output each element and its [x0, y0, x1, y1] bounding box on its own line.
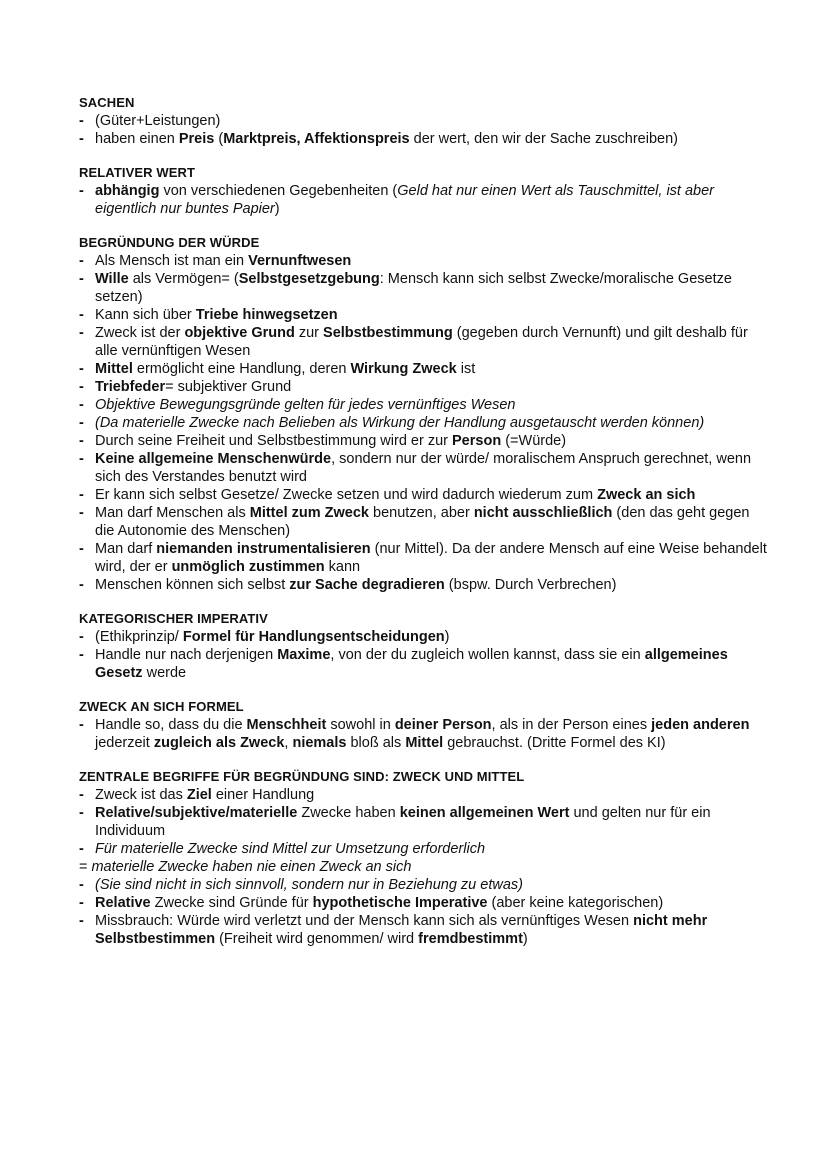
text-run: kann — [324, 559, 361, 575]
text-run: ist — [456, 361, 476, 377]
text-run: benutzen, aber — [369, 505, 474, 521]
text-run: werde — [142, 665, 187, 681]
text-run: Menschen können sich selbst — [95, 577, 290, 593]
bold-text: Zweck an sich — [597, 487, 696, 503]
bullet-dash: - — [79, 379, 84, 395]
list-item-text — [95, 876, 768, 894]
list-item — [79, 270, 768, 306]
list-item — [79, 540, 768, 576]
bold-text: hypothetische Imperative — [312, 895, 488, 911]
bullet-dash: - — [79, 895, 84, 911]
bold-text: Preis — [178, 131, 215, 147]
list-item-text — [95, 576, 768, 594]
text-run: (den das geht gegen die Autonomie des Menschen) — [95, 505, 750, 539]
list-item-text — [95, 646, 768, 682]
section-heading: ZENTRALE BEGRIFFE FÜR BEGRÜNDUNG SIND: ZWECK UND MITTEL — [79, 769, 525, 784]
list-item — [79, 130, 768, 148]
text-run: ( — [214, 131, 224, 147]
section — [79, 699, 768, 752]
text-run: von verschiedenen Gegebenheiten ( — [159, 183, 398, 199]
list-item — [79, 112, 768, 130]
text-run: Zwecke haben — [297, 805, 400, 821]
section — [79, 95, 768, 148]
bullet-dash: - — [79, 841, 84, 857]
bold-text: allgemeines Gesetz — [95, 647, 728, 681]
text-run: Durch seine Freiheit und Selbstbestimmung wird er zur — [95, 433, 453, 449]
bullet-dash: - — [79, 397, 84, 413]
bold-text: Formel für Handlungsentscheidungen — [182, 629, 445, 645]
bold-text: Ziel — [186, 787, 212, 803]
list-item — [79, 378, 768, 396]
italic-text: Objektive Bewegungsgründe gelten für jedes vernünftiges Wesen — [95, 397, 516, 413]
bullet-dash: - — [79, 541, 84, 557]
text-run: der wert, den wir der Sache zuschreiben) — [409, 131, 678, 147]
text-run: und gelten nur für ein Individuum — [95, 805, 711, 839]
text-run: Kann sich über — [95, 307, 196, 323]
text-run: gebrauchst. (Dritte Formel des KI) — [443, 735, 666, 751]
italic-text: Für materielle Zwecke sind Mittel zur Umsetzung erforderlich — [95, 841, 486, 857]
bullet-dash: - — [79, 361, 84, 377]
list-item-text — [95, 504, 768, 540]
bold-text: Mittel — [405, 735, 444, 751]
list-item — [79, 486, 768, 504]
list-item — [79, 628, 768, 646]
list-item — [79, 360, 768, 378]
list-item — [79, 504, 768, 540]
list-item-text — [95, 306, 768, 324]
text-run: (Güter+Leistungen) — [95, 113, 221, 129]
list-item — [79, 450, 768, 486]
text-run: ) — [274, 201, 280, 217]
bold-text: keinen allgemeinen Wert — [399, 805, 570, 821]
list-item-text — [95, 804, 768, 840]
text-run: Er kann sich selbst Gesetze/ Zwecke setzen und wird dadurch wiederum zum — [95, 487, 598, 503]
bold-text: Vernunftwesen — [248, 253, 352, 269]
bold-text: objektive Grund — [184, 325, 295, 341]
text-run: sowohl in — [326, 717, 395, 733]
bold-text: fremdbestimmt — [418, 931, 523, 947]
bullet-dash: - — [79, 451, 84, 467]
bold-text: Relative — [95, 895, 151, 911]
bold-text: deiner Person — [394, 717, 492, 733]
list-item — [79, 252, 768, 270]
list-item-text — [95, 270, 768, 306]
bold-text: Triebe hinwegsetzen — [195, 307, 338, 323]
bold-text: niemanden instrumentalisieren — [156, 541, 371, 557]
text-run: (Ethikprinzip/ — [95, 629, 183, 645]
text-run: Handle so, dass du die — [95, 717, 247, 733]
section — [79, 165, 768, 218]
text-run: haben einen — [95, 131, 179, 147]
italic-text: Geld hat nur einen Wert als Tauschmittel, ist aber eigentlich nur buntes Papier — [95, 183, 715, 217]
text-run: Man darf — [95, 541, 157, 557]
list-item-text — [95, 360, 768, 378]
bullet-dash: - — [79, 717, 84, 733]
bullet-dash: - — [79, 877, 84, 893]
bold-text: Mittel zum Zweck — [249, 505, 369, 521]
list-item-text — [95, 252, 768, 270]
list-item — [79, 576, 768, 594]
text-run: einer Handlung — [211, 787, 315, 803]
bullet-dash: - — [79, 183, 84, 199]
list-item-text — [95, 912, 768, 948]
text-run: Handle nur nach derjenigen — [95, 647, 278, 663]
text-run: (gegeben durch Vernunft) und gilt deshalb für alle vernünftigen Wesen — [95, 325, 748, 359]
text-run: Als Mensch ist man ein — [95, 253, 249, 269]
section — [79, 611, 768, 682]
list-item-text — [95, 112, 768, 130]
text-run: Zweck ist der — [95, 325, 185, 341]
text-run: jederzeit — [95, 735, 154, 751]
bold-text: Mittel — [95, 361, 133, 377]
bold-text: Maxime — [277, 647, 331, 663]
list-item — [79, 324, 768, 360]
bullet-dash: - — [79, 787, 84, 803]
text-run: , — [284, 735, 293, 751]
section-heading: RELATIVER WERT — [79, 165, 195, 180]
bold-text: niemals — [292, 735, 347, 751]
text-run: bloß als — [346, 735, 406, 751]
list-item — [79, 396, 768, 414]
list-item-text — [95, 540, 768, 576]
list-item — [79, 804, 768, 840]
bullet-dash: - — [79, 505, 84, 521]
bold-text: abhängig — [95, 183, 160, 199]
list-item — [79, 912, 768, 948]
list-item-text — [95, 182, 768, 218]
list-item — [79, 432, 768, 450]
bullet-dash: - — [79, 113, 84, 129]
text-run: , sondern nur der würde/ moralischem Anspruch gerechnet, wenn sich des Verstandes benutzt wird — [95, 451, 752, 485]
bold-text: Wille — [95, 271, 129, 287]
section-heading: ZWECK AN SICH FORMEL — [79, 699, 244, 714]
list-item — [79, 840, 768, 858]
bold-text: unmöglich zustimmen — [171, 559, 325, 575]
bold-text: Marktpreis, Affektionspreis — [223, 131, 410, 147]
italic-text: (Da materielle Zwecke nach Belieben als Wirkung der Handlung ausgetauscht werden können) — [95, 415, 705, 431]
list-item — [79, 876, 768, 894]
bold-text: Triebfeder — [95, 379, 166, 395]
italic-text: materielle Zwecke haben nie einen Zweck an sich — [91, 859, 412, 875]
list-item-text — [91, 858, 768, 876]
list-item-text — [95, 378, 768, 396]
list-item-text — [95, 396, 768, 414]
bullet-dash: - — [79, 131, 84, 147]
bullet-dash: - — [79, 307, 84, 323]
bullet-dash: - — [79, 415, 84, 431]
section-heading: BEGRÜNDUNG DER WÜRDE — [79, 235, 260, 250]
list-item-text — [95, 716, 768, 752]
text-run: (=Würde) — [501, 433, 567, 449]
bullet-dash: - — [79, 647, 84, 663]
bullet-dash: - — [79, 577, 84, 593]
text-run: Zweck ist das — [95, 787, 187, 803]
italic-text: (Sie sind nicht in sich sinnvoll, sondern nur in Beziehung zu etwas) — [95, 877, 523, 893]
text-run: = subjektiver Grund — [165, 379, 292, 395]
text-run: Zwecke sind Gründe für — [150, 895, 313, 911]
list-item — [79, 182, 768, 218]
text-run: Missbrauch: Würde wird verletzt und der Mensch kann sich als vernünftiges Wesen — [95, 913, 634, 929]
section — [79, 769, 768, 948]
bullet-dash: - — [79, 913, 84, 929]
section-heading: SACHEN — [79, 95, 135, 110]
text-run: ) — [522, 931, 528, 947]
text-run: (nur Mittel). Da der andere Mensch auf eine Weise behandelt wird, der er — [95, 541, 767, 575]
list-item — [79, 414, 768, 432]
list-item-text — [95, 414, 768, 432]
list-item-text — [95, 786, 768, 804]
bullet-dash: - — [79, 253, 84, 269]
text-run: , als in der Person eines — [491, 717, 652, 733]
list-item — [79, 646, 768, 682]
list-item-text — [95, 840, 768, 858]
section — [79, 235, 768, 594]
bold-text: nicht mehr Selbstbestimmen — [95, 913, 708, 947]
text-run: , von der du zugleich wollen kannst, dass sie ein — [330, 647, 645, 663]
section-heading: KATEGORISCHER IMPERATIV — [79, 611, 268, 626]
list-item-text — [95, 486, 768, 504]
bold-text: zugleich als Zweck — [153, 735, 285, 751]
bold-text: Keine allgemeine Menschenwürde — [95, 451, 332, 467]
bold-text: Menschheit — [246, 717, 327, 733]
bold-text: Wirkung Zweck — [350, 361, 457, 377]
equals-marker: = — [79, 859, 88, 875]
list-item-text — [95, 628, 768, 646]
list-item — [79, 858, 768, 876]
list-item — [79, 786, 768, 804]
text-run: (aber keine kategorischen) — [487, 895, 664, 911]
text-run: Man darf Menschen als — [95, 505, 250, 521]
list-item-text — [95, 450, 768, 486]
text-run: (bspw. Durch Verbrechen) — [444, 577, 617, 593]
text-run: zur — [294, 325, 324, 341]
list-item-text — [95, 324, 768, 360]
list-item-text — [95, 432, 768, 450]
bold-text: jeden anderen — [651, 717, 750, 733]
bullet-dash: - — [79, 325, 84, 341]
list-item — [79, 894, 768, 912]
bullet-dash: - — [79, 487, 84, 503]
bold-text: nicht ausschließlich — [473, 505, 613, 521]
list-item — [79, 306, 768, 324]
list-item-text — [95, 130, 768, 148]
bold-text: Relative/subjektive/materielle — [95, 805, 298, 821]
bold-text: Selbstgesetzgebung — [238, 271, 380, 287]
bold-text: zur Sache degradieren — [289, 577, 445, 593]
text-run: : Mensch kann sich selbst Zwecke/moralische Gesetze setzen) — [95, 271, 732, 305]
text-run: (Freiheit wird genommen/ wird — [215, 931, 419, 947]
text-run: ) — [444, 629, 450, 645]
bold-text: Person — [452, 433, 502, 449]
text-run: ermöglicht eine Handlung, deren — [132, 361, 351, 377]
list-item-text — [95, 894, 768, 912]
text-run: als Vermögen= ( — [128, 271, 239, 287]
list-item — [79, 716, 768, 752]
bullet-dash: - — [79, 433, 84, 449]
bold-text: Selbstbestimmung — [323, 325, 453, 341]
bullet-dash: - — [79, 805, 84, 821]
bullet-dash: - — [79, 629, 84, 645]
bullet-dash: - — [79, 271, 84, 287]
